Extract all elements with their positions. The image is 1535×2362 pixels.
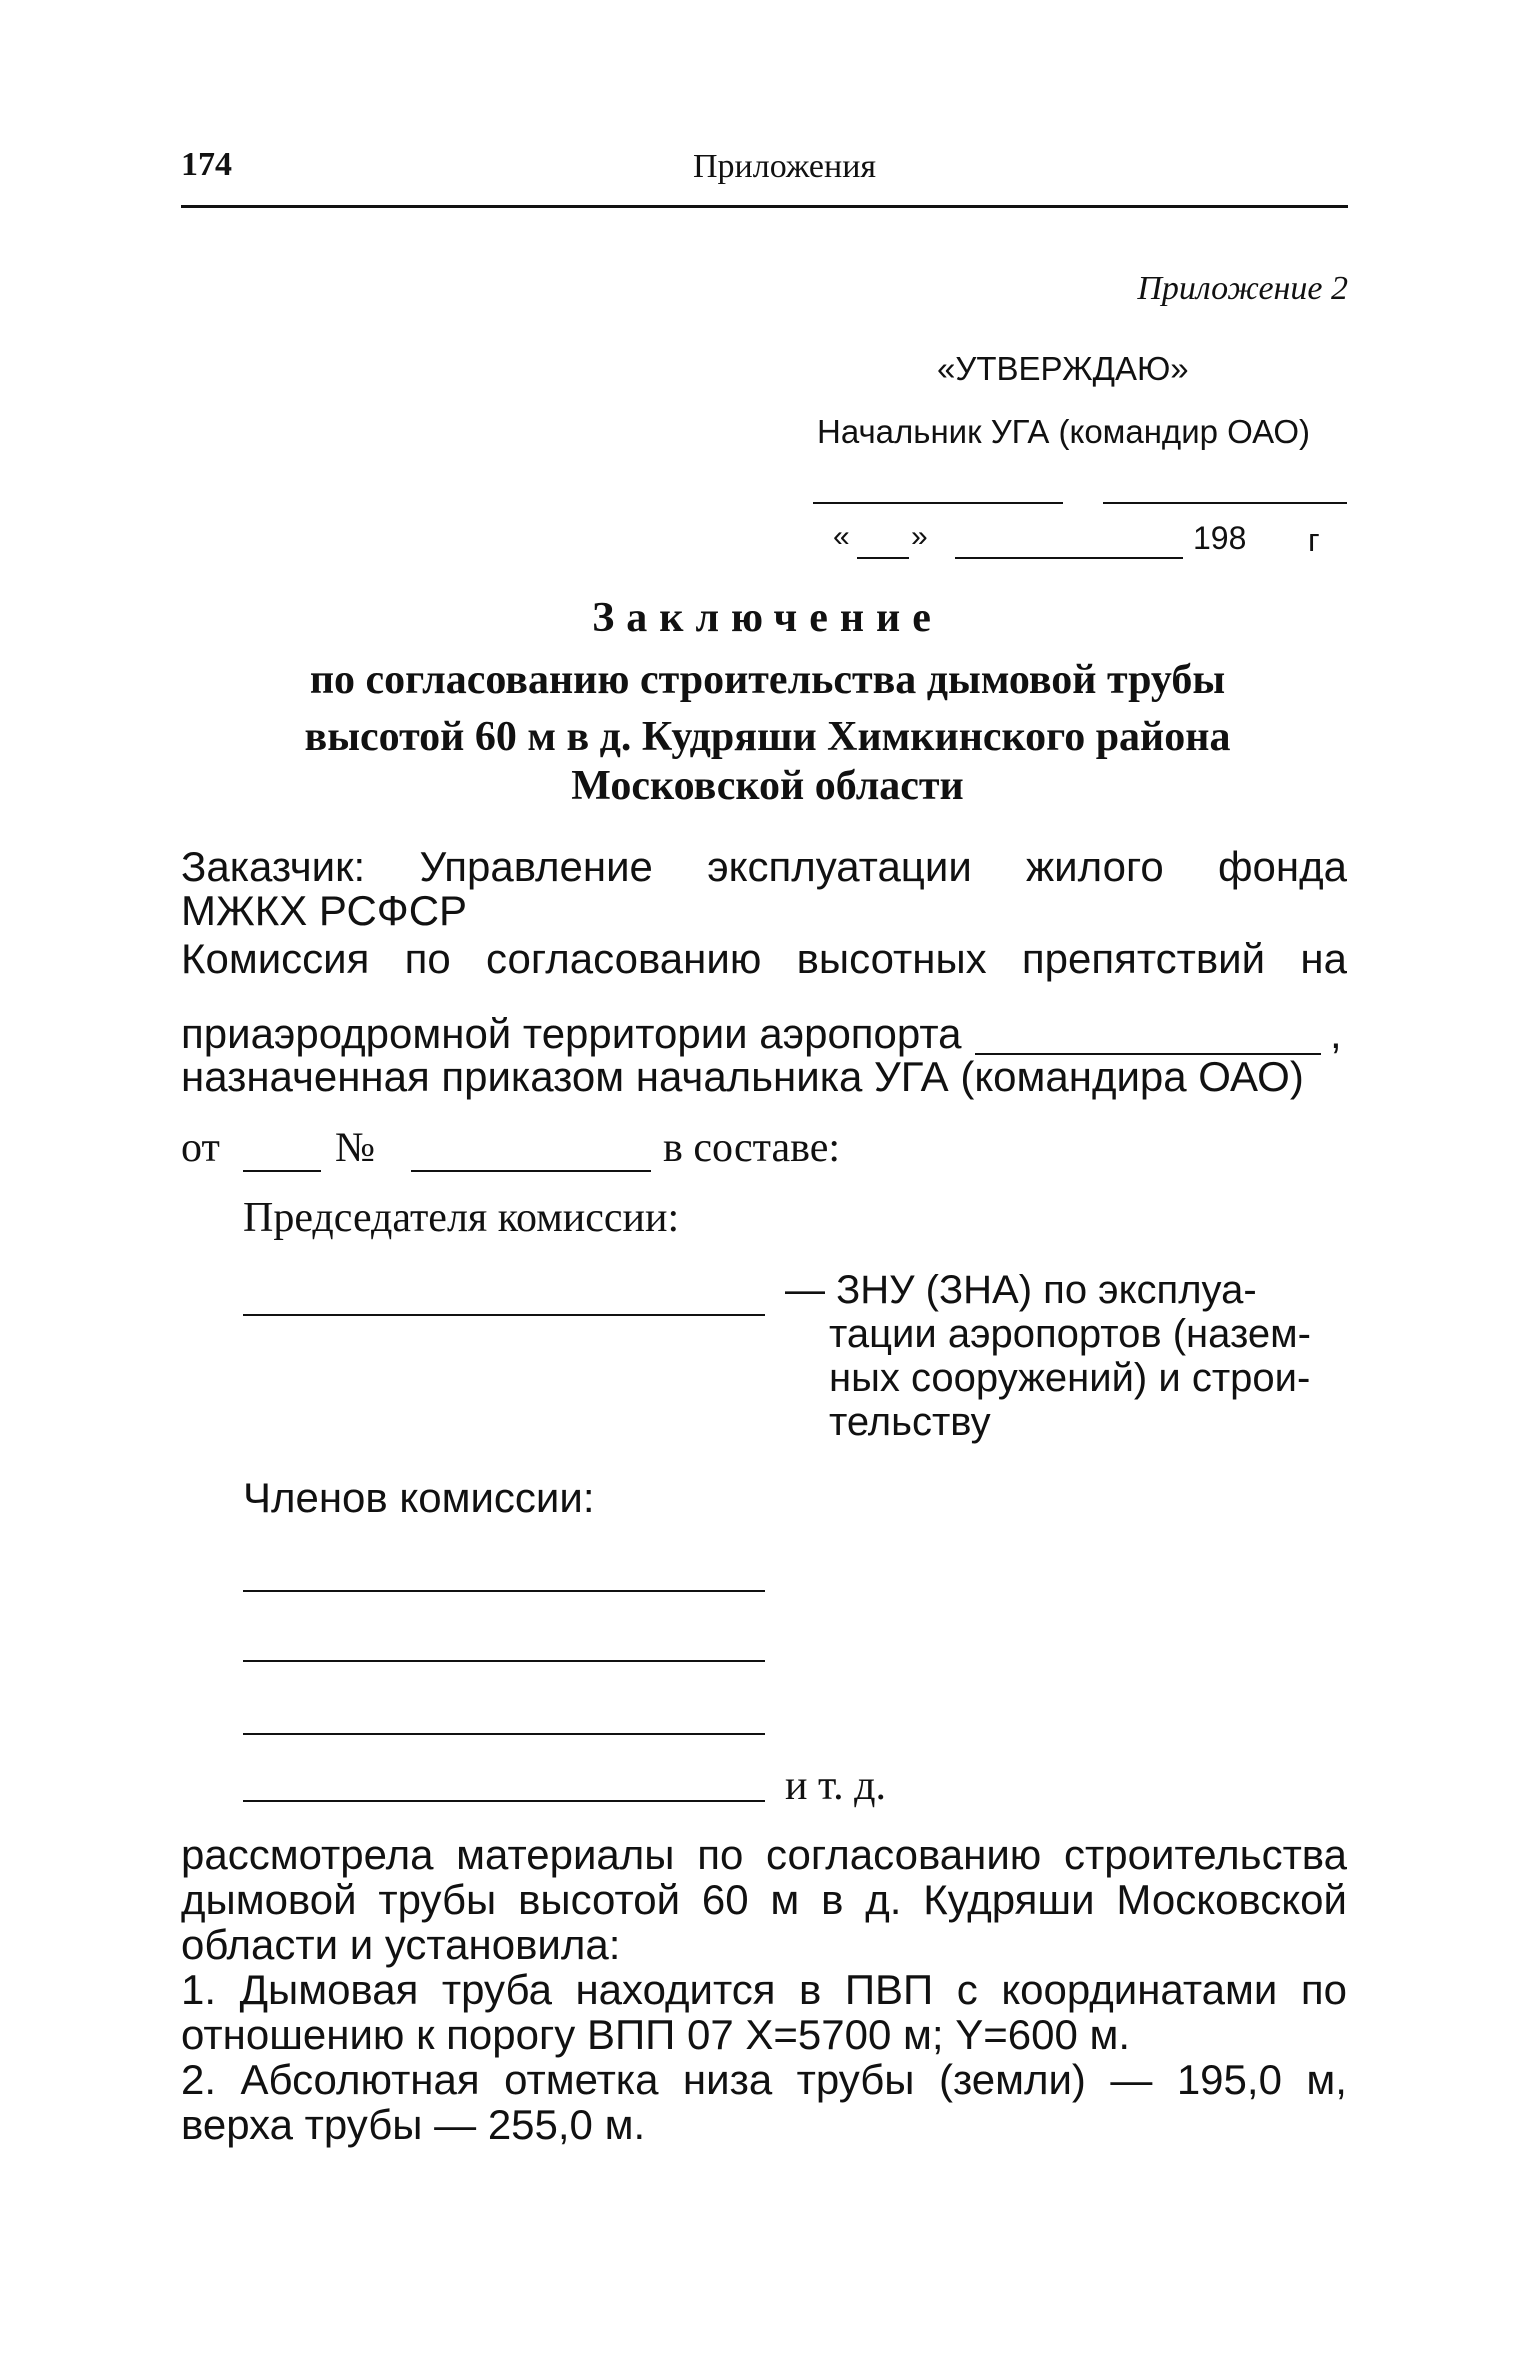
title-line-4: Московской области	[571, 763, 964, 809]
finding-word: с	[956, 1966, 978, 2013]
finding-item-2	[181, 2056, 1347, 2104]
composition-text: в составе:	[663, 1125, 841, 1171]
finding-word: —	[1110, 2056, 1153, 2103]
findings-word: по	[697, 1831, 744, 1878]
member-line	[243, 1800, 765, 1802]
commission-word: препятствий	[1021, 935, 1266, 982]
date-year: 198	[1193, 520, 1247, 556]
signature-line	[813, 502, 1063, 504]
appendix-label: Приложение 2	[1137, 270, 1348, 307]
commission-word: согласованию	[486, 935, 762, 982]
finding-item-2-cont: верха трубы — 255,0 м.	[181, 2101, 646, 2148]
order-number-line	[411, 1170, 651, 1172]
finding-item-1-cont: отношению к порогу ВПП 07 X=5700 м; Y=600 м.	[181, 2011, 1131, 2058]
members-label: Членов комиссии:	[243, 1474, 595, 1521]
title-line-2: по согласованию строительства дымовой трубы	[309, 657, 1226, 703]
commission-word: Комиссия	[181, 935, 370, 982]
order-number-sign: №	[335, 1125, 376, 1171]
chairman-role-line: тельству	[829, 1400, 991, 1444]
commission-word: на	[1300, 935, 1347, 982]
airport-comma: ,	[1330, 1010, 1342, 1057]
finding-word: трубы	[796, 2056, 915, 2103]
finding-word: в	[799, 1966, 822, 2013]
finding-word: координатами	[1001, 1966, 1278, 2013]
findings-word: трубы	[378, 1876, 497, 1923]
findings-word: в	[821, 1876, 844, 1923]
findings-word: высотой	[518, 1876, 681, 1923]
finding-word: м,	[1306, 2056, 1347, 2103]
date-month-line	[955, 557, 1183, 559]
order-from: от	[181, 1125, 220, 1171]
chairman-line	[243, 1314, 765, 1316]
date-day-line	[857, 557, 909, 559]
running-title: Приложения	[693, 148, 877, 185]
chairman-role-line: тации аэропортов (назем-	[829, 1312, 1311, 1356]
member-line	[243, 1590, 765, 1592]
finding-word: (земли)	[938, 2056, 1086, 2103]
findings-word: Московской	[1116, 1876, 1347, 1923]
finding-word: 1.	[181, 1966, 217, 2013]
page-number: 174	[181, 146, 232, 183]
date-year-suffix: г	[1308, 522, 1320, 558]
appointment-text: назначенная приказом начальника УГА (командира ОАО)	[181, 1053, 1304, 1100]
finding-word: труба	[441, 1966, 552, 2013]
finding-word: 2.	[181, 2056, 217, 2103]
approval-heading: «УТВЕРЖДАЮ»	[937, 350, 1189, 387]
commission-word: высотных	[796, 935, 987, 982]
findings-word: Кудряши	[923, 1876, 1095, 1923]
members-etc: и т. д.	[785, 1763, 887, 1809]
finding-word: Дымовая	[239, 1966, 419, 2013]
customer-word: фонда	[1217, 843, 1347, 890]
finding-item-1	[181, 1966, 1347, 2014]
finding-word: отметка	[504, 2056, 659, 2103]
findings-word: строительства	[1064, 1831, 1347, 1878]
order-date-line	[243, 1170, 321, 1172]
finding-word: 195,0	[1176, 2056, 1282, 2103]
finding-word: ПВП	[844, 1966, 934, 2013]
member-line	[243, 1733, 765, 1735]
findings-word: м	[770, 1876, 800, 1923]
finding-word: низа	[682, 2056, 773, 2103]
customer-word: жилого	[1026, 843, 1164, 890]
header-rule	[181, 205, 1348, 208]
customer-ministry: МЖКХ РСФСР	[181, 887, 468, 934]
findings-word: д.	[865, 1876, 902, 1923]
commission-word: по	[404, 935, 451, 982]
chairman-role-line: — ЗНУ (ЗНА) по эксплуа-	[785, 1268, 1257, 1312]
customer-line	[181, 843, 1347, 891]
findings-word: дымовой	[181, 1876, 357, 1923]
commission-line	[181, 935, 1347, 983]
customer-word: Заказчик:	[181, 843, 366, 890]
airport-territory-text: приаэродромной территории аэропорта	[181, 1010, 962, 1057]
findings-line-3: области и установила:	[181, 1921, 621, 1968]
findings-word: согласованию	[766, 1831, 1042, 1878]
findings-word: 60	[701, 1876, 749, 1923]
customer-word: Управление	[419, 843, 653, 890]
date-close-quote: »	[911, 520, 928, 553]
finding-word: по	[1300, 1966, 1347, 2013]
name-line	[1103, 502, 1347, 504]
finding-word: Абсолютная	[240, 2056, 480, 2103]
title-line-3: высотой 60 м в д. Кудряши Химкинского района	[304, 714, 1231, 760]
date-open-quote: «	[833, 520, 850, 553]
member-line	[243, 1660, 765, 1662]
chairman-label: Председателя комиссии:	[243, 1195, 680, 1241]
findings-word: материалы	[456, 1831, 675, 1878]
finding-word: находится	[575, 1966, 776, 2013]
customer-word: эксплуатации	[707, 843, 972, 890]
chairman-role-line: ных сооружений) и строи-	[829, 1356, 1311, 1400]
document-title: Заключение	[592, 595, 943, 641]
findings-line-2	[181, 1876, 1347, 1924]
findings-line-1	[181, 1831, 1347, 1879]
findings-word: рассмотрела	[181, 1831, 434, 1878]
approver-position: Начальник УГА (командир ОАО)	[817, 413, 1311, 450]
